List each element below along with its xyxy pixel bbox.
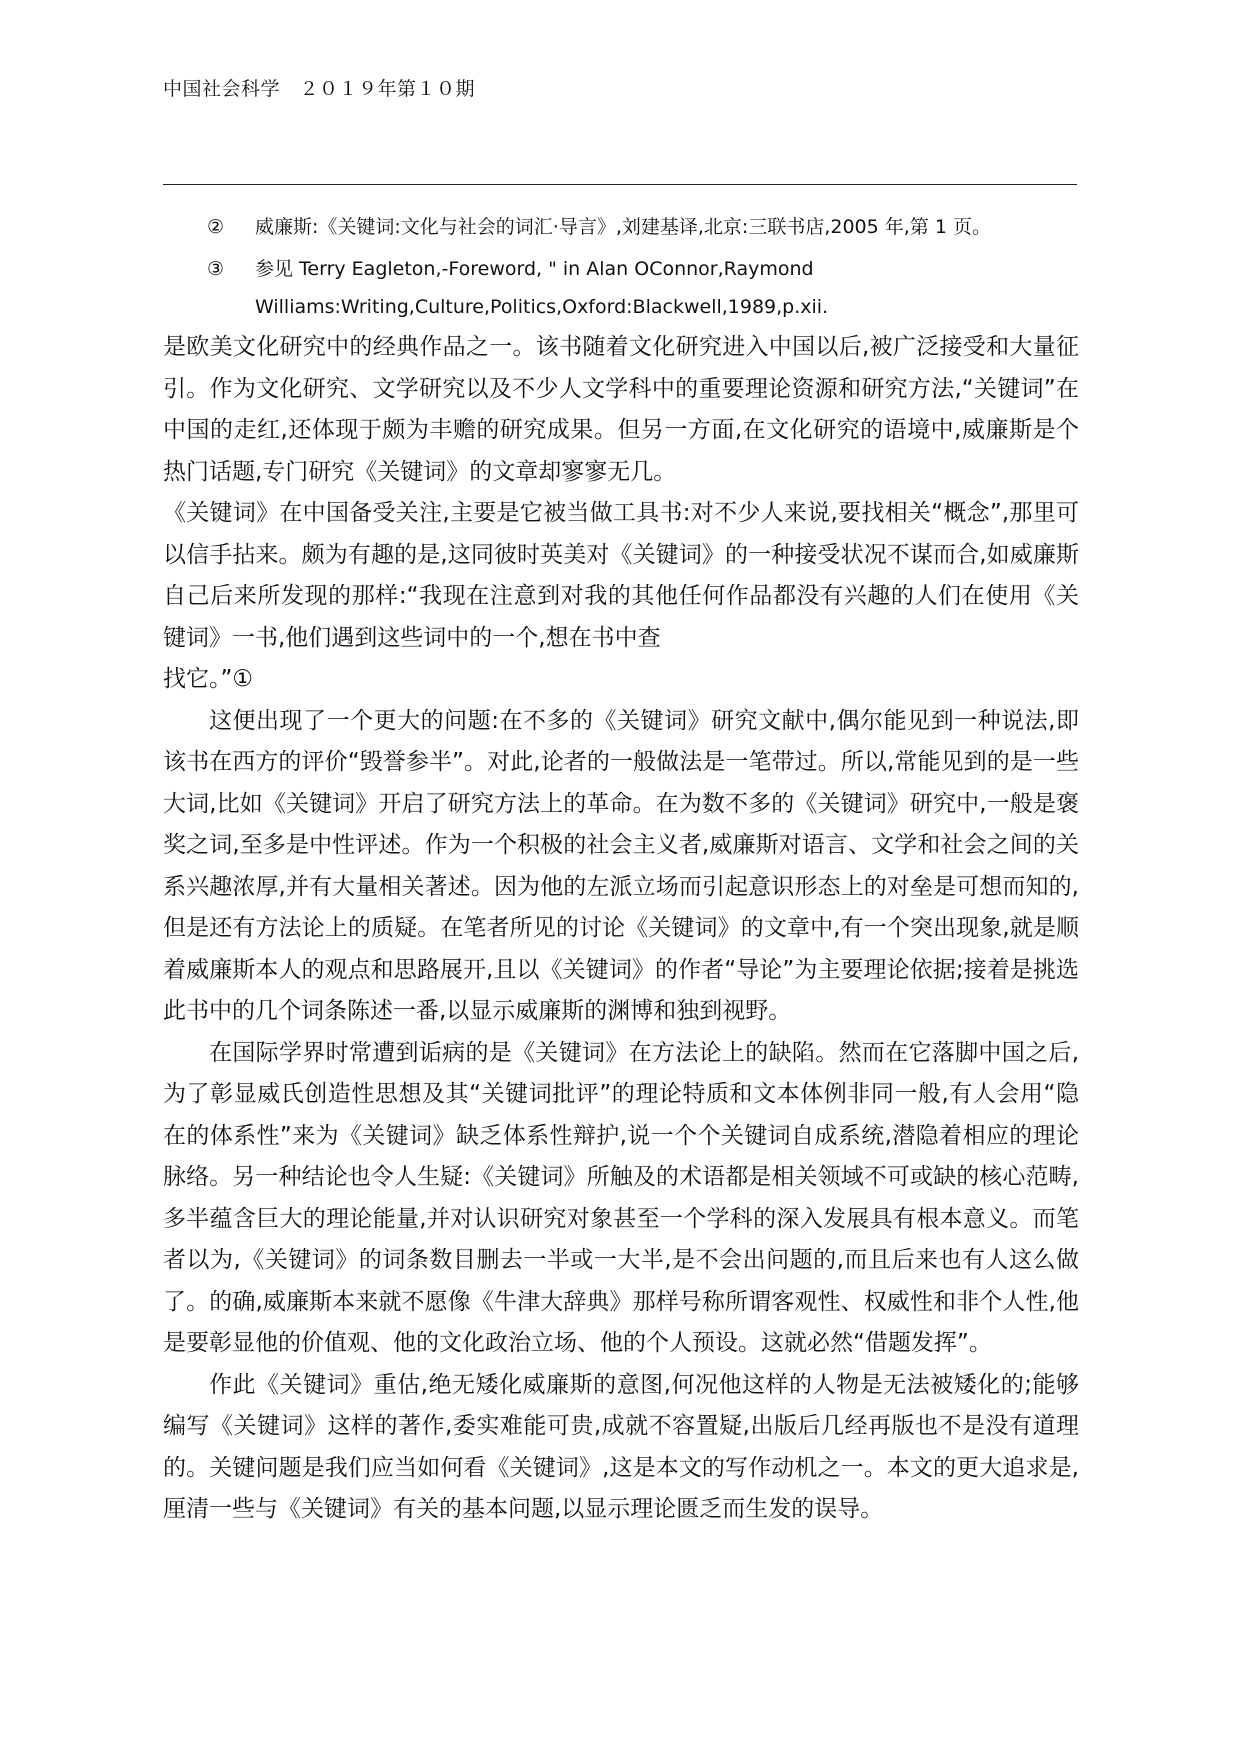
body-paragraph-5: 在国际学界时常遭到诟病的是《关键词》在方法论上的缺陷。然而在它落脚中国之后,为了彰显威氏创造性思想及其“关键词批评”的理论特质和文本体例非同一般,有人会用“隐在的体系性”来为《关键词》缺乏体系性辩护,说一个个关键词自成系统,潜隐着相应的理论脉络。另一种结论也令人生疑:《关键词》所触及的术语都是相关领域不可或缺的核心范畴,多半蕴含巨大的理论能量,并对认识研究对象甚至一个学科的深入发展具有根本意义。而笔者以为,《关键词》的词条数目删去一半或一大半,是不会出问题的,而且后来也有人这么做了。的确,威廉斯本来就不愿像《牛津大辞典》那样号称所谓客观性、权威性和非个人性,他是要彰显他的价值观、他的文化政治立场、他的个人预设。这就必然“借题发挥”。 (163, 1039, 1079, 1356)
footnote-divider (163, 184, 1077, 185)
footnote-text: 参见 Terry Eagleton,-Foreword, " in Alan OConnor,Raymond Williams:Writing,Culture,Politics,Oxford:Blackwell,1989,p.xii. (255, 258, 829, 318)
footnote-3 (163, 250, 1077, 326)
footnote-text: 威廉斯:《关键词:文化与社会的词汇·导言》,刘建基译,北京:三联书店,2005 年,第 1 页。 (255, 216, 991, 238)
footnote-2 (163, 208, 1077, 246)
journal-header: 中国社会科学 ２０１９年第１０期 (163, 78, 476, 100)
footnotes (163, 208, 1077, 330)
footnote-marker: ② (207, 216, 225, 238)
body-paragraph-3: 找它。”① (163, 666, 254, 692)
footnote-marker: ③ (207, 258, 225, 280)
article-body (163, 327, 1079, 1531)
body-paragraph-4: 这便出现了一个更大的问题:在不多的《关键词》研究文献中,偶尔能见到一种说法,即该书在西方的评价“毁誉参半”。对此,论者的一般做法是一笔带过。所以,常能见到的是一些大词,比如《关键词》开启了研究方法上的革命。在为数不多的《关键词》研究中,一般是褒奖之词,至多是中性评述。作为一个积极的社会主义者,威廉斯对语言、文学和社会之间的关系兴趣浓厚,并有大量相关著述。因为他的左派立场而引起意识形态上的对垒是可想而知的,但是还有方法论上的质疑。在笔者所见的讨论《关键词》的文章中,有一个突出现象,就是顺着威廉斯本人的观点和思路展开,且以《关键词》的作者“导论”为主要理论依据;接着是挑选此书中的几个词条陈述一番,以显示威廉斯的渊博和独到视野。 (163, 707, 1079, 1024)
body-paragraph-1: 是欧美文化研究中的经典作品之一。该书随着文化研究进入中国以后,被广泛接受和大量征引。作为文化研究、文学研究以及不少人文学科中的重要理论资源和研究方法,“关键词”在中国的走红,还体现于颇为丰赡的研究成果。但另一方面,在文化研究的语境中,威廉斯是个热门话题,专门研究《关键词》的文章却寥寥无几。 (163, 334, 1079, 485)
body-paragraph-6: 作此《关键词》重估,绝无矮化威廉斯的意图,何况他这样的人物是无法被矮化的;能够编写《关键词》这样的著作,委实难能可贵,成就不容置疑,出版后几经再版也不是没有道理的。关键问题是我们应当如何看《关键词》,这是本文的写作动机之一。本文的更大追求是,厘清一些与《关键词》有关的基本问题,以显示理论匮乏而生发的误导。 (163, 1371, 1079, 1522)
body-paragraph-2: 《关键词》在中国备受关注,主要是它被当做工具书:对不少人来说,要找相关“概念”,那里可以信手拈来。颇为有趣的是,这同彼时英美对《关键词》的一种接受状况不谋而合,如威廉斯自己后来所发现的那样:“我现在注意到对我的其他任何作品都没有兴趣的人们在使用《关键词》一书,他们遇到这些词中的一个,想在书中查 (163, 500, 1079, 651)
